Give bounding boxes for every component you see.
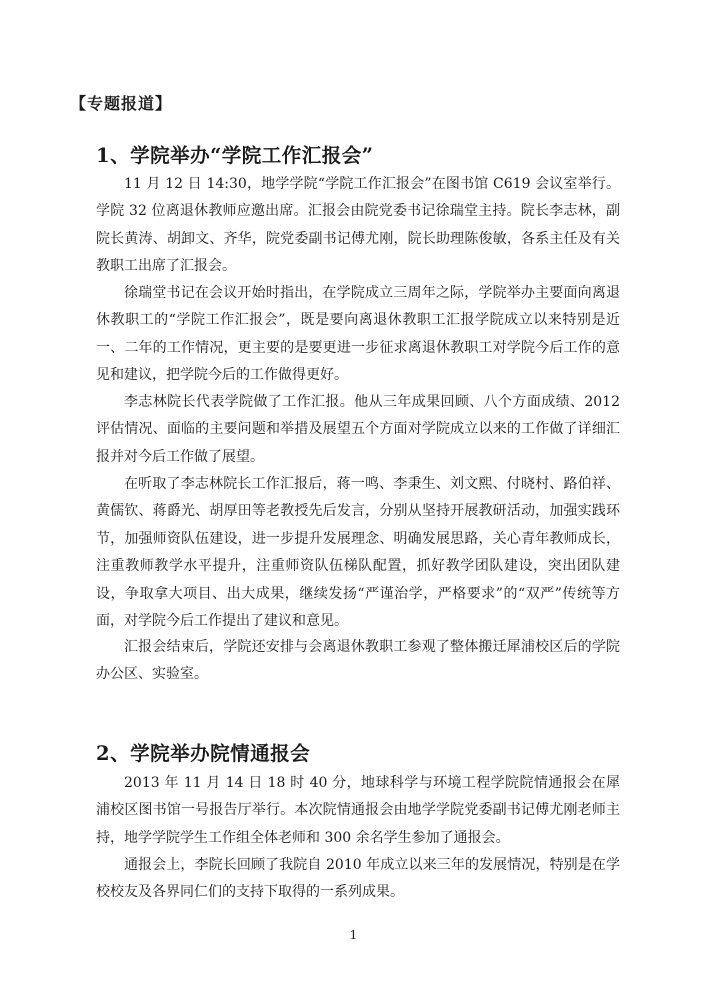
article-1-title: 1、学院举办“学院工作汇报会” <box>96 144 374 167</box>
article-2-paragraph-2: 通报会上，李院长回顾了我院自 2010 年成立以来三年的发展情况，特别是在学校校友及各界同仁们的支持下取得的一系列成果。 <box>96 857 620 901</box>
article-1-paragraph-1: 11 月 12 日 14:30，地学学院“学院工作汇报会”在图书馆 C619 会议室举行。学院 32 位离退休教师应邀出席。汇报会由院党委书记徐瑞堂主持。院长李志林，副院长黄涛、胡卸文、齐华，院党委副书记傅尤刚，院长助理陈俊敏，各系主任及有关教职工出席了汇报会。 <box>96 176 620 275</box>
article-1-paragraph-5: 汇报会结束后，学院还安排与会离退休教职工参观了整体搬迁犀浦校区后的学院办公区、实验室。 <box>96 639 620 683</box>
page-number: 1 <box>349 928 358 942</box>
article-1-paragraph-4: 在听取了李志林院长工作汇报后，蒋一鸣、李秉生、刘文熙、付晓村、路伯祥、黄儒钦、蒋爵光、胡厚田等老教授先后发言，分别从坚持开展教研活动，加强实践环节，加强师资队伍建设，进一步提升发展理念、明确发展思路，关心青年教师成长，注重教师教学水平提升，注重师资队伍梯队配置，抓好教学团队建设，突出团队建设，争取拿大项目、出大成果，继续发扬“严谨治学，严格要求”的“双严”传统等方面，对学院今后工作提出了建议和意见。 <box>96 476 620 630</box>
article-1-paragraph-3: 李志林院长代表学院做了工作汇报。他从三年成果回顾、八个方面成绩、2012 评估情况、面临的主要问题和举措及展望五个方面对学院成立以来的工作做了详细汇报并对今后工作做了展望。 <box>96 394 620 465</box>
article-2-title: 2、学院举办院情通报会 <box>96 742 311 765</box>
section-tag: 【专题报道】 <box>70 94 173 113</box>
article-1-paragraph-2: 徐瑞堂书记在会议开始时指出，在学院成立三周年之际，学院举办主要面向离退休教职工的“学院工作汇报会”，既是要向离退休教职工汇报学院成立以来特别是近一、二年的工作情况，更主要的是要更进一步征求离退休教职工对学院今后工作的意见和建议，把学院今后的工作做得更好。 <box>96 285 620 384</box>
article-2-paragraph-1: 2013 年 11 月 14 日 18 时 40 分，地球科学与环境工程学院院情通报会在犀浦校区图书馆一号报告厅举行。本次院情通报会由地学学院党委副书记傅尤刚老师主持，地学学院学生工作组全体老师和 300 余名学生参加了通报会。 <box>96 775 620 846</box>
